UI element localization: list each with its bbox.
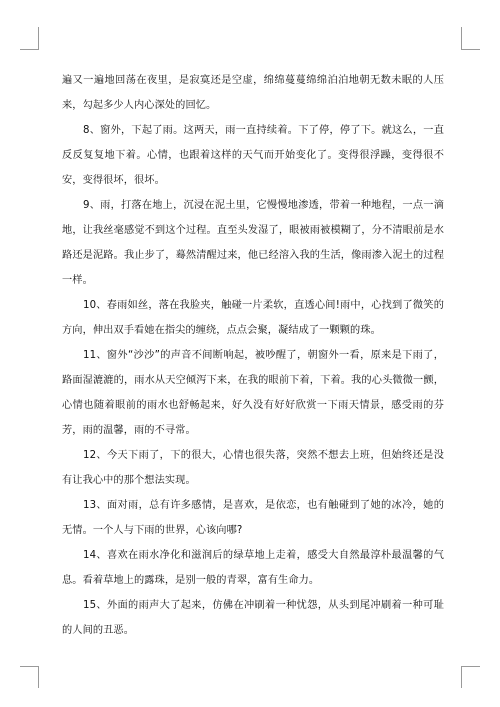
paragraph-11: 11、窗外“沙沙”的声音不间断响起，被吵醒了，朝窗外一看，原来是下雨了，路面湿漉漉的，雨水从天空倾泻下来，在我的眼前下着，下着。我的心头微微一颤，心情也随着眼前的雨水也舒畅起来，好久没有好好欣赏一下雨天情景，感受雨的芬芳，雨的温馨，雨的不寻常。 <box>62 350 444 436</box>
crop-mark-top-right-vertical <box>461 27 462 49</box>
paragraph-8: 8、窗外，下起了雨。这两天，雨一直持续着。下了停，停了下。就这么，一直反反复复地下着。心情，也跟着这样的天气而开始变化了。变得很浮躁，变得很不安，变得很坏，很坏。 <box>62 125 444 186</box>
crop-mark-top-right-horizontal <box>461 49 480 50</box>
crop-mark-bottom-left-vertical <box>38 666 39 688</box>
document-body <box>62 68 444 643</box>
crop-mark-bottom-right-vertical <box>461 666 462 688</box>
crop-mark-bottom-left-horizontal <box>20 666 39 667</box>
paragraph-13: 13、面对雨，总有许多感情，是喜欢，是依恋，也有触碰到了她的冰冷，她的无情。一个人与下雨的世界，心该向哪? <box>62 500 444 536</box>
crop-mark-bottom-right-horizontal <box>461 666 480 667</box>
paragraph-9: 9、雨，打落在地上，沉浸在泥土里，它慢慢地渗透，带着一种地程，一点一滴地，让我丝毫感觉不到这个过程。直至头发湿了，眼被雨被模糊了，分不清眼前是水路还是泥路。我止步了，蓦然清醒过来，他已经溶入我的生活，像雨渗入泥土的过程一样。 <box>62 200 444 286</box>
crop-mark-top-left-vertical <box>38 27 39 49</box>
crop-mark-top-left-horizontal <box>20 49 39 50</box>
paragraph-10: 10、春雨如丝，落在我脸夹，触碰一片柔软，直透心间!雨中，心找到了微笑的方向，伸出双手看她在指尖的缠绕，点点会聚，凝结成了一颗颗的珠。 <box>62 300 444 336</box>
paragraph-12: 12、今天下雨了，下的很大，心情也很失落，突然不想去上班，但始终还是没有让我心中的那个想法实现。 <box>62 450 444 486</box>
paragraph-14: 14、喜欢在雨水净化和滋润后的绿草地上走着，感受大自然最淳朴最温馨的气息。看着草地上的露珠，是别一般的青翠，富有生命力。 <box>62 550 444 586</box>
paragraph-15: 15、外面的雨声大了起来，仿佛在冲刷着一种忧怨，从头到尾冲刷着一种可耻的人间的丑恶。 <box>62 600 444 636</box>
paragraph-continuation: 遍又一遍地回荡在夜里，是寂寞还是空虚，绵绵蔓蔓绵绵泊泊地朝无数未眠的人压来，勾起多少人内心深处的回忆。 <box>62 75 444 111</box>
